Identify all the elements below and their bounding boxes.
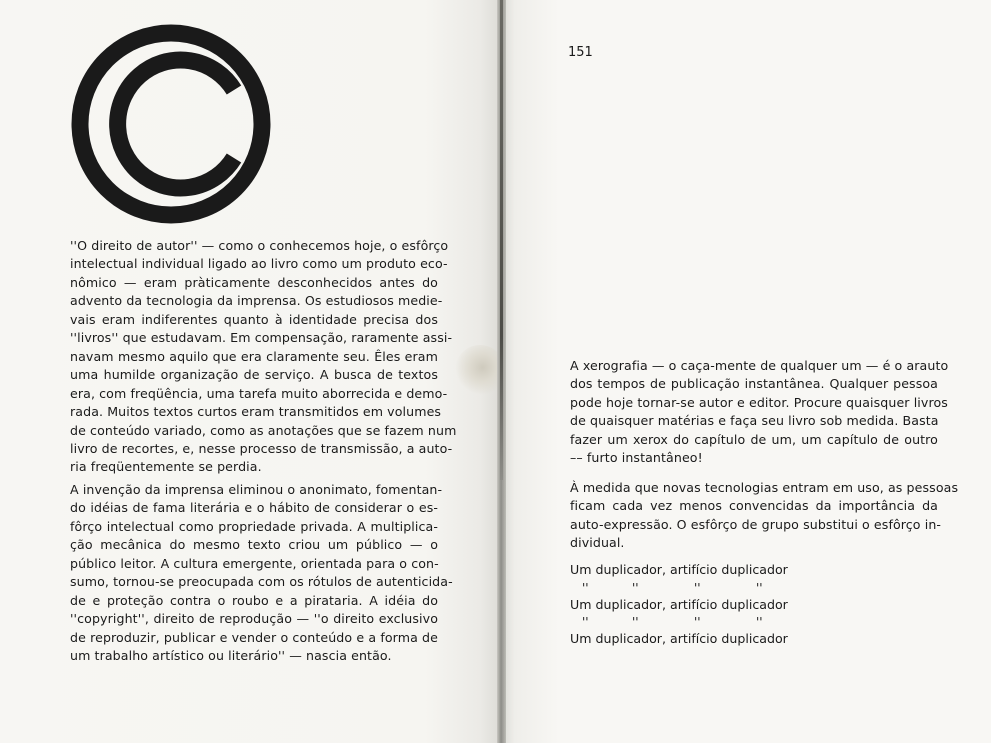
left-paragraph-2	[70, 481, 453, 666]
text-line: do idéias de fama literária e o hábito de considerar o es-	[70, 500, 438, 516]
ditto-mark: ''	[694, 581, 701, 595]
text-line: de conteúdo variado, como as anotações que se fazem num	[70, 422, 457, 438]
text-line: de quaisquer matérias e faça seu livro sob medida. Basta	[570, 413, 939, 429]
text-line: público leitor. A cultura emergente, orientada para o con-	[70, 555, 439, 571]
text-line: dos tempos de publicação instantânea. Qualquer pessoa	[570, 376, 938, 392]
duplicator-line: Um duplicador, artifício duplicador	[570, 631, 788, 646]
text-line: vais eram indiferentes quanto à identidade precisa dos	[70, 311, 438, 327]
gutter-shadow	[500, 0, 503, 480]
text-line: –– furto instantâneo!	[570, 450, 703, 466]
text-line: uma humilde organização de serviço. A busca de textos	[70, 367, 438, 383]
text-line: auto-expressão. O esfôrço de grupo substitui o esfôrço in-	[570, 516, 942, 532]
page-number: 151	[568, 45, 593, 60]
text-line: A xerografia — o caça-mente de qualquer um — é o arauto	[570, 358, 949, 373]
ditto-mark: ''	[632, 581, 639, 595]
text-line: fôrço intelectual como propriedade privada. A multiplica-	[70, 518, 438, 534]
text-line: sumo, tornou-se preocupada com os rótulos de autenticida-	[70, 574, 453, 590]
text-line: nômico — eram pràticamente desconhecidos antes do	[70, 274, 438, 290]
right-paragraph-2	[570, 479, 959, 553]
text-line: A invenção da imprensa eliminou o anonimato, fomentan-	[70, 482, 443, 497]
text-line: um trabalho artístico ou literário'' — nascia então.	[70, 648, 392, 664]
text-line: rada. Muitos textos curtos eram transmitidos em volumes	[70, 404, 442, 420]
text-line: ção mecânica do mesmo texto criou um público — o	[70, 537, 438, 553]
ditto-mark: ''	[694, 615, 701, 629]
text-line: dividual.	[570, 535, 625, 551]
ditto-mark: ''	[582, 615, 589, 629]
text-line: de reproduzir, publicar e vender o conteúdo e a forma de	[70, 629, 438, 645]
ditto-mark: ''	[632, 615, 639, 629]
duplicator-line: Um duplicador, artifício duplicador	[570, 562, 788, 577]
text-line: ''livros'' que estudavam. Em compensação, raramente assi-	[70, 330, 453, 346]
duplicator-line: Um duplicador, artifício duplicador	[570, 597, 788, 612]
text-line: era, com freqüência, uma tarefa muito aborrecida e demo-	[70, 385, 448, 401]
text-line: intelectual individual ligado ao livro como um produto eco-	[70, 256, 448, 272]
text-line: ria freqüentemente se perdia.	[70, 459, 262, 475]
right-paragraph-1	[570, 357, 949, 468]
text-line: fazer um xerox do capítulo de um, um capítulo de outro	[570, 431, 938, 447]
text-line: livro de recortes, e, nesse processo de transmissão, a auto-	[70, 440, 453, 456]
ditto-mark: ''	[756, 615, 763, 629]
copyright-symbol-icon	[71, 24, 271, 224]
text-line: navam mesmo aquilo que era claramente seu. Êles eram	[70, 348, 438, 364]
left-paragraph-1	[70, 237, 457, 477]
ditto-mark: ''	[582, 581, 589, 595]
text-line: de e proteção contra o roubo e a pirataria. A idéia do	[70, 592, 438, 608]
text-line: ''O direito de autor'' — como o conhecemos hoje, o esfôrço	[70, 238, 449, 253]
ditto-mark: ''	[756, 581, 763, 595]
text-line: ''copyright'', direito de reprodução — ''o direito exclusivo	[70, 611, 438, 627]
text-line: advento da tecnologia da imprensa. Os estudiosos medie-	[70, 293, 443, 309]
text-line: pode hoje tornar-se autor e editor. Procure quaisquer livros	[570, 394, 948, 410]
text-line: À medida que novas tecnologias entram em uso, as pessoas	[570, 480, 959, 495]
text-line: ficam cada vez menos convencidas da importância da	[570, 498, 938, 514]
